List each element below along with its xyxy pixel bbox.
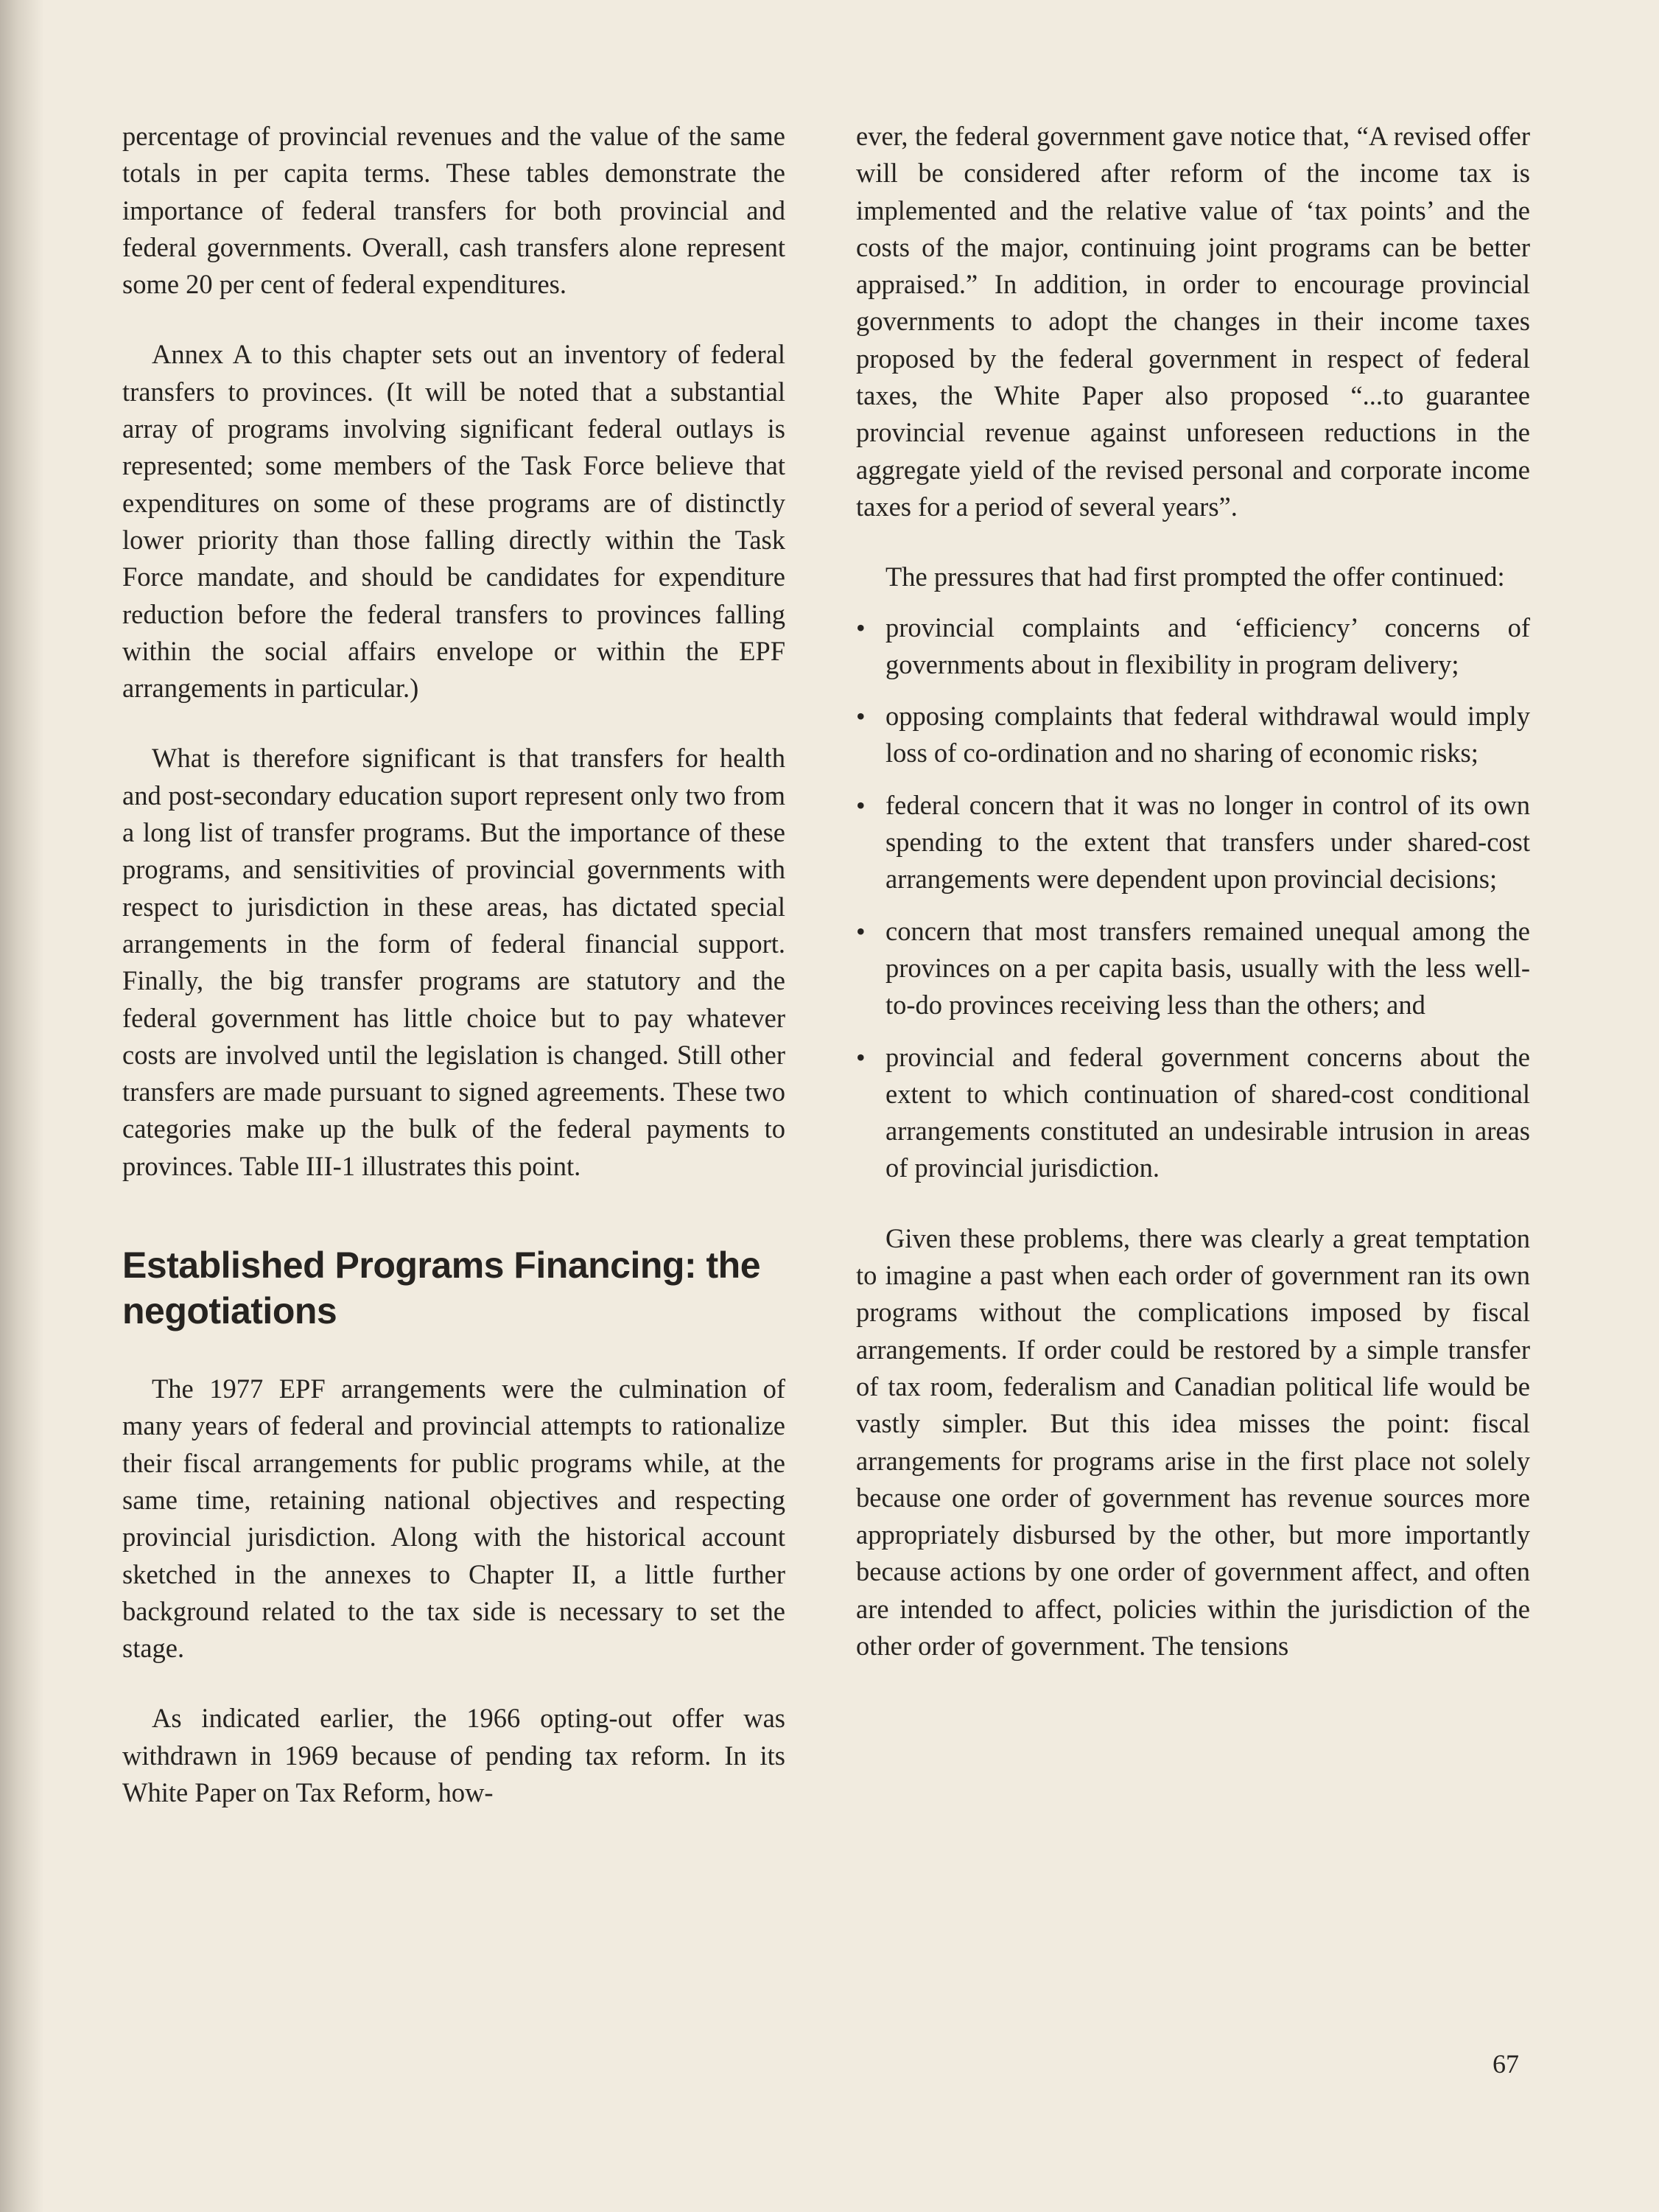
list-item-text: concern that most transfers remained unequal among the provinces on a per capita basis, usually with the less well-to-do provinces receiving less than the others; and bbox=[885, 915, 1530, 1021]
bullet-icon: • bbox=[856, 701, 866, 732]
paragraph-pressures: The pressures that had first prompted the offer continued: bbox=[885, 561, 1505, 592]
section-heading: Established Programs Financing: the negotiations bbox=[122, 1245, 760, 1332]
page-binding-shadow bbox=[0, 0, 44, 2212]
list-item bbox=[856, 609, 1530, 684]
list-item bbox=[856, 1039, 1530, 1187]
bullet-icon: • bbox=[856, 1042, 866, 1072]
paragraph-significance: What is therefore significant is that transfers for health and post-secondary education suport represent only two from a long list of transfer programs. But the importance of these programs, and sensitivities of provincial governments with respect to jurisdiction in these areas, has dictated special arrangements in the form of federal financial support. Finally, the big transfer programs are statutory and the federal government has little choice but to pay whatever costs are involved until the legislation is changed. Still other transfers are made pursuant to signed agreements. These two categories make up the bulk of the federal payments to provinces. Table III-1 illustrates this point. bbox=[122, 743, 785, 1181]
list-item-text: provincial and federal government concerns about the extent to which continuation of shared-cost conditional arrangements constituted an undesirable intrusion in areas of provincial jurisdiction. bbox=[885, 1041, 1530, 1183]
list-item-text: federal concern that it was no longer in control of its own spending to the extent that transfers under shared-cost arrangements were dependent upon provincial decisions; bbox=[885, 789, 1530, 895]
list-item-text: opposing complaints that federal withdrawal would imply loss of co-ordination and no sharing of economic risks; bbox=[885, 701, 1530, 769]
bullet-icon: • bbox=[856, 790, 866, 820]
list-item bbox=[856, 698, 1530, 772]
paragraph-continued: percentage of provincial revenues and the value of the same totals in per capita terms. These tables demonstrate the importance of federal transfers for both provincial and federal governments. Overall, cash transfers alone represent some 20 per cent of federal expenditures. bbox=[122, 121, 785, 300]
bullet-icon: • bbox=[856, 916, 866, 946]
right-column bbox=[856, 118, 1530, 1698]
pressures-list bbox=[856, 609, 1530, 1187]
paragraph-opting-out: As indicated earlier, the 1966 opting-out offer was withdrawn in 1969 because of pending tax reform. In its White Paper on Tax Reform, how- bbox=[122, 1703, 785, 1807]
list-item bbox=[856, 913, 1530, 1024]
page-number: 67 bbox=[1493, 2049, 1519, 2079]
paragraph-annex-a: Annex A to this chapter sets out an inventory of federal transfers to provinces. (It will be noted that a substantial array of programs involving significant federal outlays is represented; some members of the Task Force believe that expenditures on some of these programs are of distinctly lower priority than those falling directly within the Task Force mandate, and should be candidates for expenditure reduction before the federal transfers to provinces falling within the social affairs envelope or within the EPF arrangements in particular.) bbox=[122, 339, 785, 704]
paragraph-white-paper: ever, the federal government gave notice that, “A revised offer will be considered after reform of the income tax is implemented and the relative value of ‘tax points’ and the costs of the major, continuing joint programs can be better appraised.” In addition, in order to encourage provincial governments to adopt the changes in their income taxes proposed by the federal government in respect of federal taxes, the White Paper also proposed “...to guarantee provincial revenue against unforeseen reductions in the aggregate yield of the revised personal and corporate income taxes for a period of several years”. bbox=[856, 121, 1530, 522]
paragraph-epf-1977: The 1977 EPF arrangements were the culmination of many years of federal and provincial attempts to rationalize their fiscal arrangements for public programs while, at the same time, retaining national objectives and respecting provincial jurisdiction. Along with the historical account sketched in the annexes to Chapter II, a little further background related to the tax side is necessary to set the stage. bbox=[122, 1373, 785, 1664]
bullet-icon: • bbox=[856, 612, 866, 643]
left-column bbox=[122, 118, 785, 1844]
list-item-text: provincial complaints and ‘efficiency’ concerns of governments about in flexibility in program delivery; bbox=[885, 612, 1530, 679]
paragraph-given-problems: Given these problems, there was clearly a great temptation to imagine a past when each order of government ran its own programs without the complications imposed by fiscal arrangements. If order could be restored by a simple transfer of tax room, federalism and Canadian political life would be vastly simpler. But this idea misses the point: fiscal arrangements for programs arise in the first place not solely because one order of government has revenue sources more appropriately disbursed by the other, but more importantly because actions by one order of government affect, and often are intended to affect, policies within the jurisdiction of the other order of government. The tensions bbox=[856, 1222, 1530, 1661]
list-item bbox=[856, 787, 1530, 898]
